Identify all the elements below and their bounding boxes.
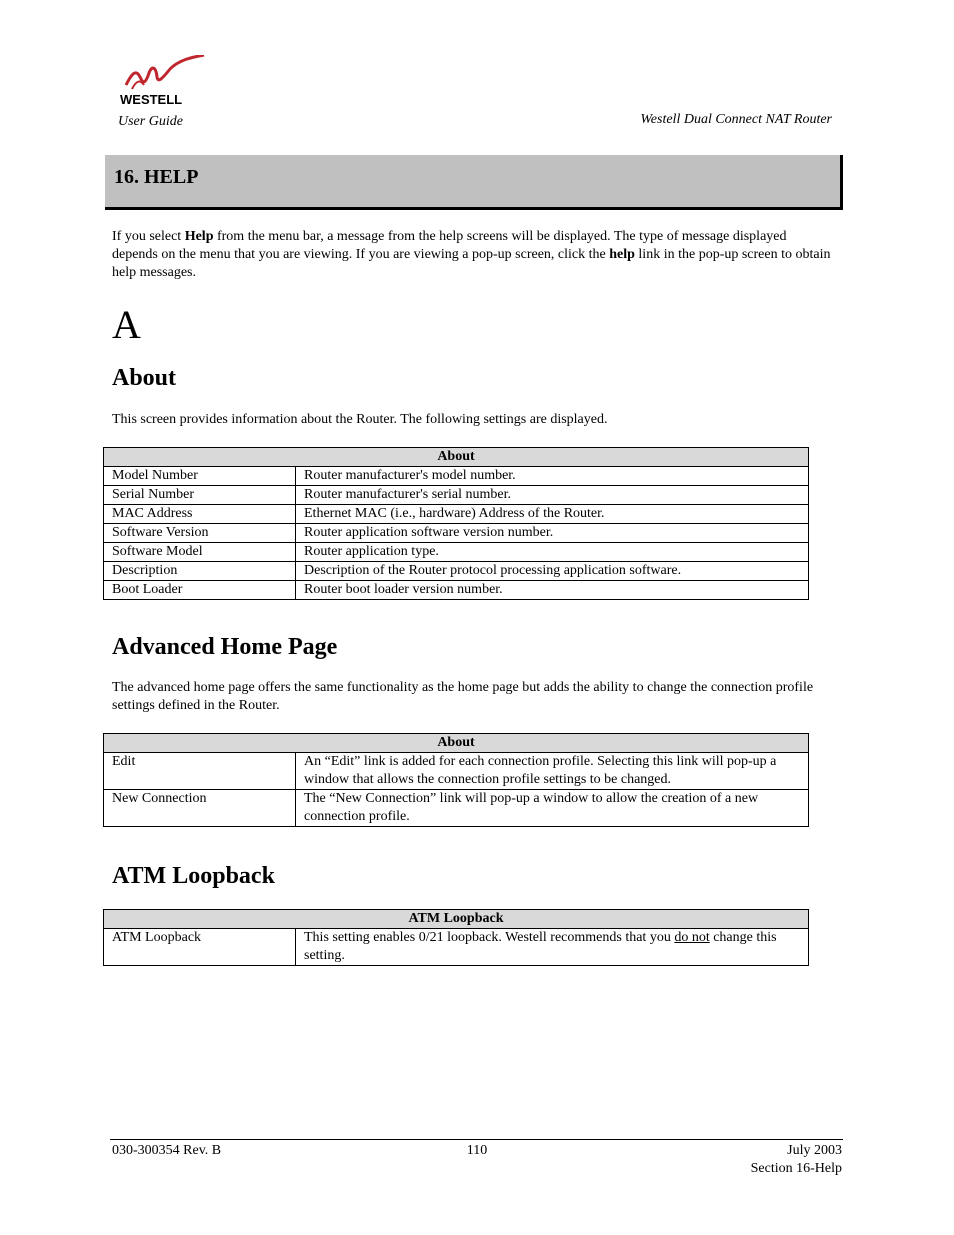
atm-table: [103, 909, 809, 966]
atm-desc-underlined: do not: [674, 930, 710, 945]
table-row: [104, 505, 809, 524]
section-title: 16. HELP: [114, 166, 199, 188]
footer-section: Section 16-Help: [750, 1161, 842, 1176]
header-product-name: Westell Dual Connect NAT Router: [640, 112, 832, 127]
row-description: The “New Connection” link will pop-up a window to allow the creation of a new connection profile.: [296, 790, 809, 827]
westell-logo: [118, 55, 208, 107]
row-description: [296, 929, 809, 966]
footer-divider: [110, 1139, 843, 1140]
footer-doc-number: 030-300354 Rev. B: [112, 1143, 222, 1158]
about-paragraph: This screen provides information about the Router. The following settings are displayed.: [112, 412, 608, 427]
footer-date: July 2003: [787, 1143, 842, 1158]
row-description: An “Edit” link is added for each connection profile. Selecting this link will pop-up a window that allows the connection profile settings to be changed.: [296, 753, 809, 790]
intro-bold-help-link: help: [609, 247, 635, 262]
row-description: Router application type.: [296, 543, 809, 562]
advanced-table: [103, 733, 809, 827]
row-description: Router application software version number.: [296, 524, 809, 543]
row-name: MAC Address: [104, 505, 296, 524]
row-description: Ethernet MAC (i.e., hardware) Address of the Router.: [296, 505, 809, 524]
row-name: Description: [104, 562, 296, 581]
row-name: New Connection: [104, 790, 296, 827]
table-row: [104, 929, 809, 966]
atm-heading: ATM Loopback: [112, 863, 275, 889]
intro-text-2: from the menu bar, a message from the help screens will be displayed. The type of message displayed depends on the menu that you are viewing. If you are viewing a pop-up screen, click the: [112, 229, 787, 262]
table-row: [104, 524, 809, 543]
footer-page-number: 110: [466, 1143, 488, 1158]
index-letter: A: [112, 302, 141, 347]
intro-text-3: link in the pop-up screen to obtain help messages.: [112, 247, 831, 280]
row-name: Software Model: [104, 543, 296, 562]
row-description: Router manufacturer's serial number.: [296, 486, 809, 505]
table-row: [104, 581, 809, 600]
table-row: [104, 790, 809, 827]
intro-bold-help: Help: [184, 229, 214, 244]
row-name: Boot Loader: [104, 581, 296, 600]
table-row: [104, 562, 809, 581]
advanced-paragraph: The advanced home page offers the same functionality as the home page but adds the ability to change the connection profile settings defined in the Router.: [112, 680, 814, 713]
atm-desc-text-1: This setting enables 0/21 loopback. Westell recommends that you: [304, 930, 675, 945]
header-doc-type: User Guide: [118, 114, 183, 129]
row-description: Router boot loader version number.: [296, 581, 809, 600]
about-table-header: About: [104, 448, 809, 467]
section-banner: [105, 155, 843, 210]
atm-desc-text-2: change this setting.: [304, 930, 777, 963]
row-name: Software Version: [104, 524, 296, 543]
intro-text-1: If you select: [112, 229, 185, 244]
advanced-heading: Advanced Home Page: [112, 634, 338, 660]
row-name: Model Number: [104, 467, 296, 486]
logo-wordmark: WESTELL: [120, 92, 183, 107]
row-description: Description of the Router protocol processing application software.: [296, 562, 809, 581]
table-row: [104, 543, 809, 562]
about-table: [103, 447, 809, 600]
table-row: [104, 467, 809, 486]
intro-paragraph: [112, 228, 832, 282]
advanced-table-header: About: [104, 734, 809, 753]
atm-table-header: ATM Loopback: [104, 910, 809, 929]
about-heading: About: [112, 365, 177, 391]
row-name: Serial Number: [104, 486, 296, 505]
row-name: ATM Loopback: [104, 929, 296, 966]
row-description: Router manufacturer's model number.: [296, 467, 809, 486]
table-row: [104, 753, 809, 790]
table-row: [104, 486, 809, 505]
row-name: Edit: [104, 753, 296, 790]
